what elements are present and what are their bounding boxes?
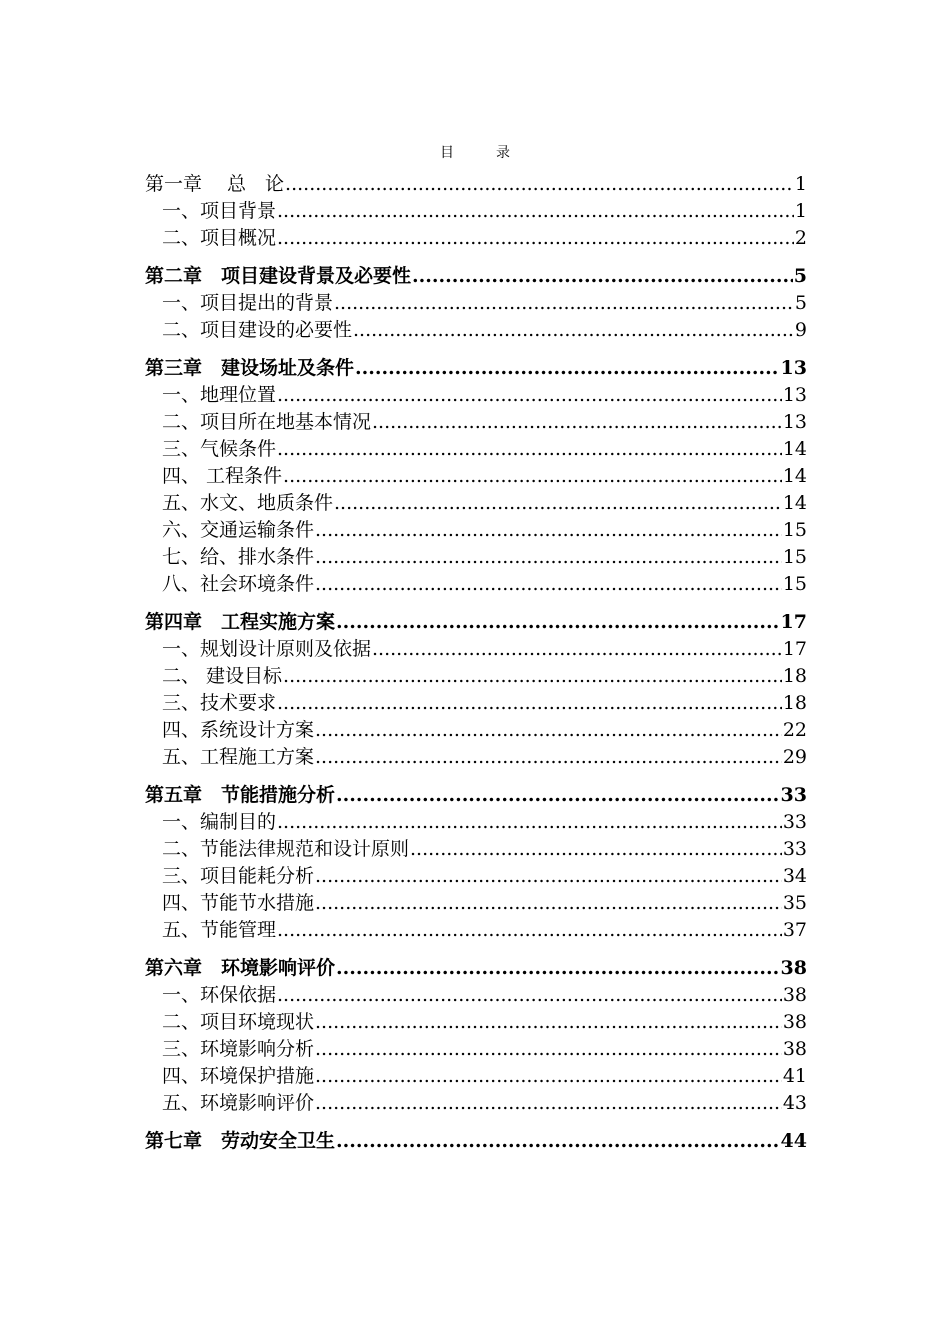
- toc-entry-label: 五、工程施工方案: [162, 746, 315, 768]
- toc-entry-label: 三、技术要求: [162, 692, 277, 714]
- toc-dot-leader: [277, 690, 782, 717]
- toc-dot-leader: [277, 982, 782, 1009]
- toc-entry-label: 五、环境影响评价: [162, 1092, 315, 1114]
- toc-page-number: 13: [782, 384, 807, 406]
- toc-section-entry[interactable]: [145, 636, 807, 663]
- toc-page-number: 17: [782, 638, 807, 660]
- toc-section-entry[interactable]: [145, 225, 807, 252]
- toc-dot-leader: [277, 198, 794, 225]
- toc-page-number: 14: [782, 438, 807, 460]
- toc-dot-leader: [283, 663, 782, 690]
- toc-dot-leader: [315, 863, 782, 890]
- toc-chapter-entry[interactable]: [145, 170, 807, 198]
- toc-section-entry[interactable]: [145, 863, 807, 890]
- toc-entry-label: 一、项目提出的背景: [162, 292, 334, 314]
- toc-section-entry[interactable]: [145, 836, 807, 863]
- toc-section-entry[interactable]: [145, 490, 807, 517]
- toc-page-number: 37: [782, 919, 807, 941]
- toc-section-entry[interactable]: [145, 544, 807, 571]
- toc-page-number: 44: [780, 1130, 807, 1152]
- toc-dot-leader: [315, 571, 782, 598]
- toc-entry-label: 第二章 项目建设背景及必要性: [145, 265, 412, 287]
- toc-section-entry[interactable]: [145, 663, 807, 690]
- toc-dot-leader: [372, 636, 782, 663]
- toc-entry-label: 八、社会环境条件: [162, 573, 315, 595]
- toc-entry-label: 第一章 总 论: [145, 173, 285, 195]
- toc-section-entry[interactable]: [145, 690, 807, 717]
- toc-section-entry[interactable]: [145, 1036, 807, 1063]
- toc-entry-label: 四、环境保护措施: [162, 1065, 315, 1087]
- toc-dot-leader: [334, 490, 782, 517]
- toc-chapter-entry[interactable]: [145, 262, 807, 290]
- toc-entry-label: 二、项目环境现状: [162, 1011, 315, 1033]
- toc-entry-label: 第三章 建设场址及条件: [145, 357, 355, 379]
- toc-section-entry[interactable]: [145, 1063, 807, 1090]
- toc-page-number: 33: [780, 784, 807, 806]
- toc-dot-leader: [315, 744, 782, 771]
- toc-dot-leader: [410, 836, 782, 863]
- toc-section-entry[interactable]: [145, 809, 807, 836]
- toc-dot-leader: [315, 1063, 782, 1090]
- toc-dot-leader: [277, 436, 782, 463]
- toc-dot-leader: [412, 262, 793, 290]
- toc-dot-leader: [315, 544, 782, 571]
- toc-entry-label: 一、规划设计原则及依据: [162, 638, 372, 660]
- toc-dot-leader: [372, 409, 782, 436]
- toc-section-entry[interactable]: [145, 463, 807, 490]
- toc-entry-label: 一、编制目的: [162, 811, 277, 833]
- toc-page-number: 34: [782, 865, 807, 887]
- toc-entry-label: 二、项目概况: [162, 227, 277, 249]
- toc-entry-label: 三、环境影响分析: [162, 1038, 315, 1060]
- toc-page-number: 18: [782, 665, 807, 687]
- toc-dot-leader: [315, 517, 782, 544]
- toc-entry-label: 五、水文、地质条件: [162, 492, 334, 514]
- toc-chapter-entry[interactable]: [145, 781, 807, 809]
- toc-page-number: 13: [780, 357, 807, 379]
- toc-entry-label: 二、项目建设的必要性: [162, 319, 353, 341]
- toc-page-number: 17: [780, 611, 807, 633]
- toc-page-number: 38: [780, 957, 807, 979]
- toc-dot-leader: [277, 225, 794, 252]
- toc-section-entry[interactable]: [145, 317, 807, 344]
- toc-entry-label: 四、 工程条件: [162, 465, 283, 487]
- toc-entry-label: 四、节能节水措施: [162, 892, 315, 914]
- toc-section-entry[interactable]: [145, 290, 807, 317]
- toc-entry-label: 第五章 节能措施分析: [145, 784, 336, 806]
- toc-page-number: 33: [782, 838, 807, 860]
- toc-entry-label: 二、节能法律规范和设计原则: [162, 838, 410, 860]
- toc-page-number: 43: [782, 1092, 807, 1114]
- toc-entry-label: 一、环保依据: [162, 984, 277, 1006]
- toc-page-number: 22: [782, 719, 807, 741]
- toc-entry-label: 四、系统设计方案: [162, 719, 315, 741]
- toc-entry-label: 五、节能管理: [162, 919, 277, 941]
- toc-section-entry[interactable]: [145, 1090, 807, 1117]
- toc-dot-leader: [277, 917, 782, 944]
- toc-section-entry[interactable]: [145, 409, 807, 436]
- toc-section-entry[interactable]: [145, 982, 807, 1009]
- toc-dot-leader: [336, 1127, 780, 1155]
- toc-dot-leader: [334, 290, 794, 317]
- toc-dot-leader: [315, 1090, 782, 1117]
- toc-dot-leader: [285, 170, 794, 198]
- toc-section-entry[interactable]: [145, 917, 807, 944]
- toc-section-entry[interactable]: [145, 436, 807, 463]
- toc-page-number: 13: [782, 411, 807, 433]
- toc-dot-leader: [336, 781, 780, 809]
- toc-page-number: 38: [782, 1038, 807, 1060]
- toc-chapter-entry[interactable]: [145, 1127, 807, 1155]
- toc-entry-label: 三、项目能耗分析: [162, 865, 315, 887]
- toc-page-number: 1: [794, 173, 807, 195]
- toc-entry-label: 三、气候条件: [162, 438, 277, 460]
- toc-section-entry[interactable]: [145, 198, 807, 225]
- toc-entry-label: 二、项目所在地基本情况: [162, 411, 372, 433]
- toc-section-entry[interactable]: [145, 517, 807, 544]
- toc-page-number: 15: [782, 519, 807, 541]
- toc-page-number: 5: [793, 265, 807, 287]
- toc-entry-label: 六、交通运输条件: [162, 519, 315, 541]
- toc-dot-leader: [355, 354, 780, 382]
- toc-section-entry[interactable]: [145, 1009, 807, 1036]
- toc-chapter-entry[interactable]: [145, 954, 807, 982]
- toc-page-number: 35: [782, 892, 807, 914]
- toc-dot-leader: [353, 317, 794, 344]
- toc-dot-leader: [315, 1009, 782, 1036]
- toc-page-number: 18: [782, 692, 807, 714]
- toc-section-entry[interactable]: [145, 717, 807, 744]
- toc-dot-leader: [315, 1036, 782, 1063]
- toc-entry-label: 第四章 工程实施方案: [145, 611, 336, 633]
- toc-page-number: 38: [782, 984, 807, 1006]
- toc-dot-leader: [283, 463, 782, 490]
- toc-chapter-entry[interactable]: [145, 608, 807, 636]
- toc-page-number: 14: [782, 492, 807, 514]
- toc-entry-label: 二、 建设目标: [162, 665, 283, 687]
- toc-page-number: 1: [794, 200, 807, 222]
- toc-dot-leader: [315, 717, 782, 744]
- toc-page-number: 29: [782, 746, 807, 768]
- toc-title: 目 录: [440, 145, 524, 161]
- toc-page-number: 5: [794, 292, 807, 314]
- toc-section-entry[interactable]: [145, 744, 807, 771]
- toc-page-number: 38: [782, 1011, 807, 1033]
- toc-section-entry[interactable]: [145, 571, 807, 598]
- toc-page-number: 33: [782, 811, 807, 833]
- toc-page-number: 2: [794, 227, 807, 249]
- toc-dot-leader: [336, 608, 780, 636]
- toc-page-number: 14: [782, 465, 807, 487]
- toc-section-entry[interactable]: [145, 382, 807, 409]
- toc-page-number: 15: [782, 573, 807, 595]
- toc-dot-leader: [336, 954, 780, 982]
- toc-page-number: 9: [794, 319, 807, 341]
- toc-entry-label: 一、地理位置: [162, 384, 277, 406]
- toc-entry-label: 一、项目背景: [162, 200, 277, 222]
- toc-page-number: 15: [782, 546, 807, 568]
- toc-section-entry[interactable]: [145, 890, 807, 917]
- toc-dot-leader: [277, 809, 782, 836]
- toc-entry-label: 第七章 劳动安全卫生: [145, 1130, 336, 1152]
- toc-page-number: 41: [782, 1065, 807, 1087]
- toc-dot-leader: [315, 890, 782, 917]
- toc-entry-label: 七、给、排水条件: [162, 546, 315, 568]
- toc-chapter-entry[interactable]: [145, 354, 807, 382]
- toc-dot-leader: [277, 382, 782, 409]
- toc-entry-label: 第六章 环境影响评价: [145, 957, 336, 979]
- table-of-contents: [145, 170, 807, 1155]
